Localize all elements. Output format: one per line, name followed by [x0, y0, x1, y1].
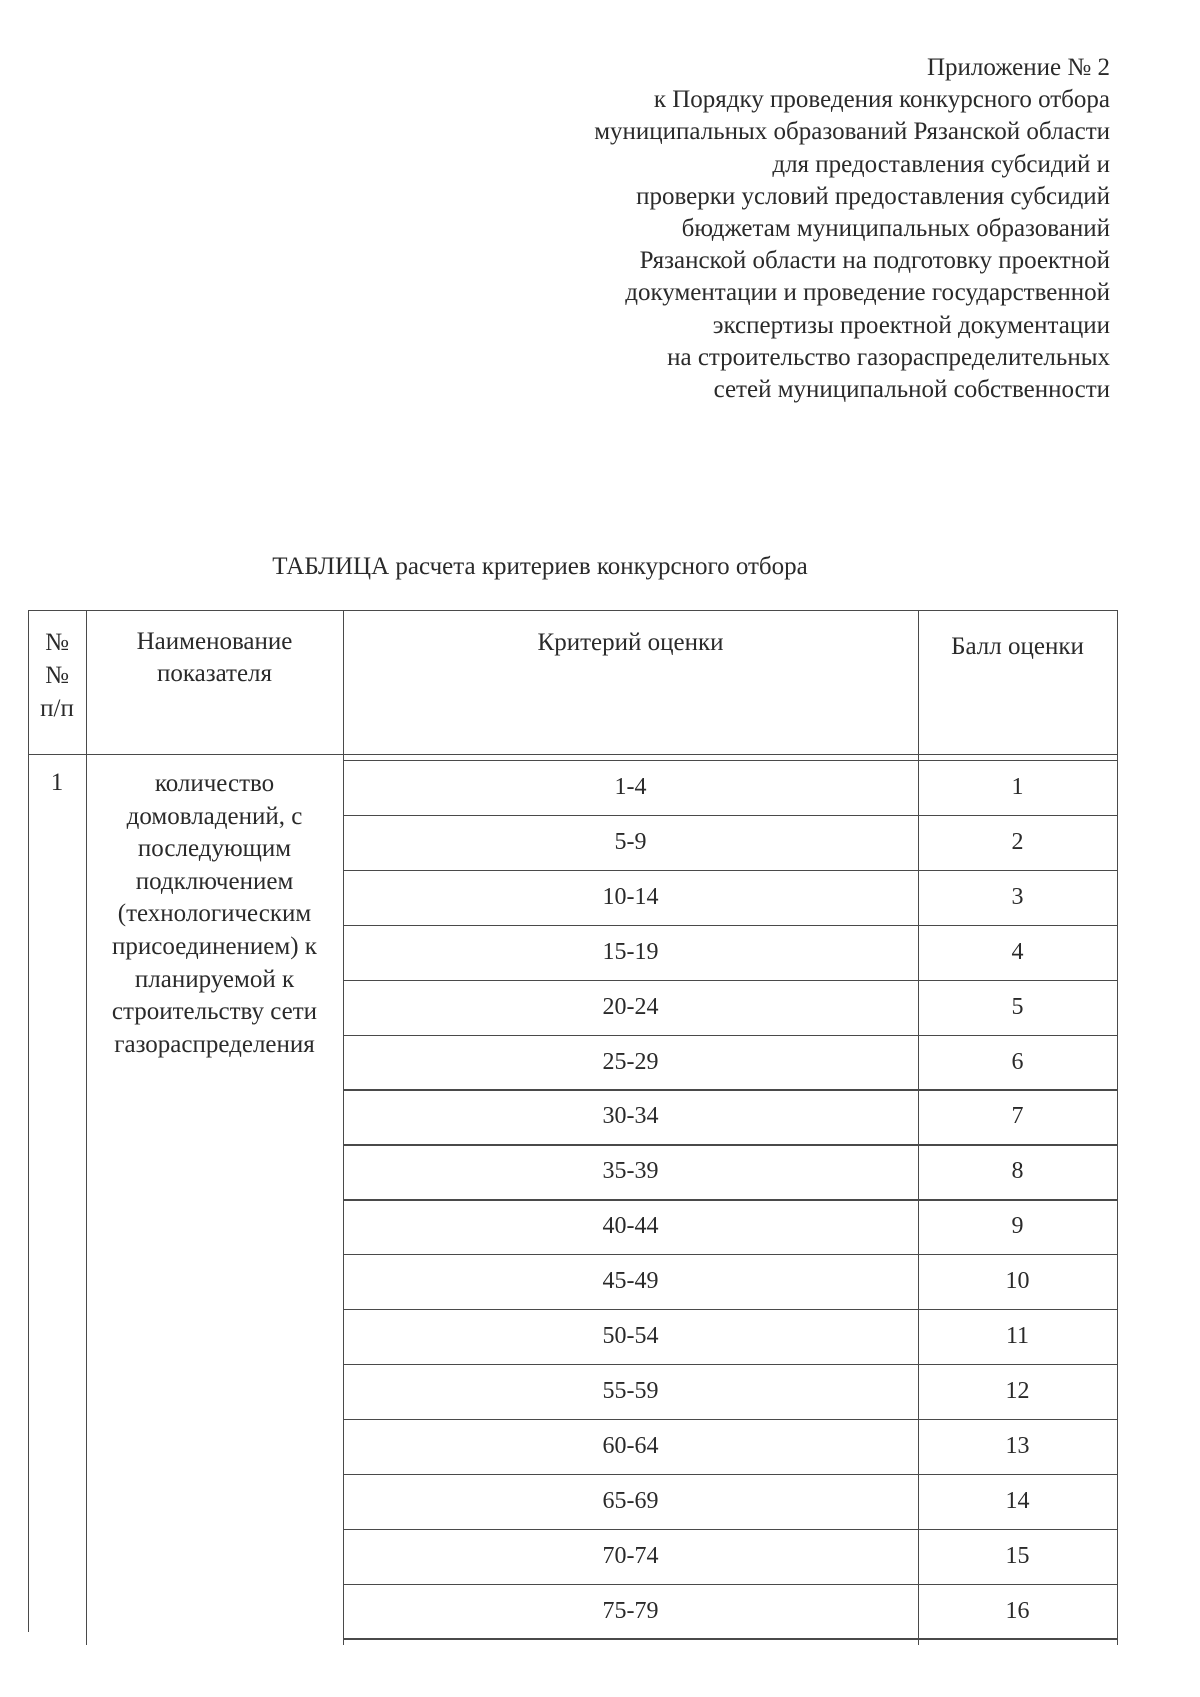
group-num: 1 [50, 769, 64, 796]
group-indicator [86, 768, 343, 1061]
score-cell: 1 [1011, 774, 1024, 800]
table-left-border [28, 610, 29, 1632]
indicator-line: подключением [135, 867, 294, 895]
score-cell: 15 [1005, 1542, 1030, 1569]
score-cell: 8 [1011, 1158, 1024, 1185]
row-divider [343, 870, 1118, 871]
range-cell: 30-34 [602, 1103, 659, 1130]
score-cell: 12 [1005, 1377, 1030, 1404]
header-num-line: № [45, 662, 69, 689]
score-cell: 3 [1011, 883, 1024, 910]
indicator-line: газораспределения [114, 1030, 315, 1058]
row-divider [343, 1638, 1118, 1639]
appendix-line: экспертизы проектной документации [712, 311, 1110, 339]
range-cell: 35-39 [602, 1158, 659, 1185]
range-cell: 60-64 [602, 1432, 659, 1459]
indicator-line: планируемой к [134, 965, 295, 993]
header-bottom-border [28, 754, 1118, 755]
header-criterion: Критерий оценки [537, 629, 724, 656]
row-divider [343, 1199, 1118, 1200]
row-divider [343, 815, 1118, 816]
range-cell: 50-54 [602, 1323, 659, 1349]
range-cell: 1-4 [614, 774, 647, 800]
score-cell: 2 [1011, 828, 1024, 855]
score-cell: 5 [1011, 993, 1024, 1020]
score-cell: 16 [1005, 1597, 1030, 1624]
table-right-border [1117, 610, 1118, 1645]
row-divider [343, 925, 1118, 926]
header-num-line: п/п [40, 695, 74, 722]
row-divider [343, 1419, 1118, 1420]
score-cell: 11 [1005, 1323, 1030, 1349]
row-divider [343, 1089, 1118, 1090]
table-top-border [28, 610, 1118, 611]
score-cell: 4 [1011, 938, 1024, 965]
score-cell: 10 [1005, 1268, 1030, 1295]
indicator-line: последующим [137, 835, 292, 863]
row-divider [343, 1529, 1118, 1530]
appendix-line: проверки условий предоставления субсидий [636, 182, 1110, 210]
appendix-line: бюджетам муниципальных образований [681, 215, 1110, 243]
header-score: Балл оценки [951, 633, 1084, 660]
header-indicator-line: показателя [156, 660, 273, 687]
row-divider [343, 1144, 1118, 1145]
range-cell: 75-79 [602, 1597, 659, 1624]
header-indicator-line: Наименование [136, 628, 293, 655]
range-cell: 25-29 [602, 1048, 659, 1075]
appendix-line: на строительство газораспределительных [667, 343, 1110, 371]
range-cell: 45-49 [602, 1268, 659, 1295]
appendix-line: сетей муниципальной собственности [713, 376, 1110, 404]
row-divider [343, 980, 1118, 981]
appendix-line: для предоставления субсидий и [772, 150, 1110, 178]
score-cell: 9 [1011, 1213, 1024, 1240]
column-divider-1 [86, 610, 87, 1645]
row-divider [343, 1309, 1118, 1310]
header-indicator [86, 626, 343, 690]
appendix-line: муниципальных образований Рязанской области [594, 118, 1110, 146]
range-cell: 65-69 [602, 1487, 659, 1514]
appendix-line: Рязанской области на подготовку проектной [639, 247, 1110, 275]
range-cell: 10-14 [602, 883, 659, 910]
indicator-line: (технологическим [117, 900, 312, 928]
row-divider [343, 760, 1118, 761]
table-title: ТАБЛИЦА расчета критериев конкурсного отбора [272, 553, 808, 580]
score-cell: 13 [1005, 1432, 1030, 1459]
indicator-line: количество [154, 770, 275, 797]
range-cell: 40-44 [602, 1213, 659, 1240]
indicator-line: строительству сети [111, 998, 318, 1026]
row-divider [343, 1035, 1118, 1036]
range-cell: 15-19 [602, 938, 659, 965]
indicator-line: присоединением) к [112, 932, 317, 960]
row-divider [343, 1254, 1118, 1255]
score-cell: 14 [1005, 1487, 1030, 1514]
range-cell: 70-74 [602, 1542, 659, 1569]
range-cell: 20-24 [602, 993, 659, 1020]
row-divider [343, 1474, 1118, 1475]
appendix-line: документации и проведение государственной [625, 279, 1110, 307]
appendix-line: к Порядку проведения конкурсного отбора [653, 86, 1110, 114]
indicator-line: домовладений, с [126, 802, 303, 830]
row-divider [343, 1364, 1118, 1365]
range-cell: 5-9 [614, 828, 647, 855]
header-num-line: № [45, 629, 69, 656]
score-cell: 7 [1011, 1103, 1024, 1130]
range-cell: 55-59 [602, 1377, 659, 1404]
appendix-line: Приложение № 2 [926, 54, 1110, 81]
header-num [28, 626, 86, 725]
score-cell: 6 [1011, 1048, 1024, 1075]
row-divider [343, 1584, 1118, 1585]
